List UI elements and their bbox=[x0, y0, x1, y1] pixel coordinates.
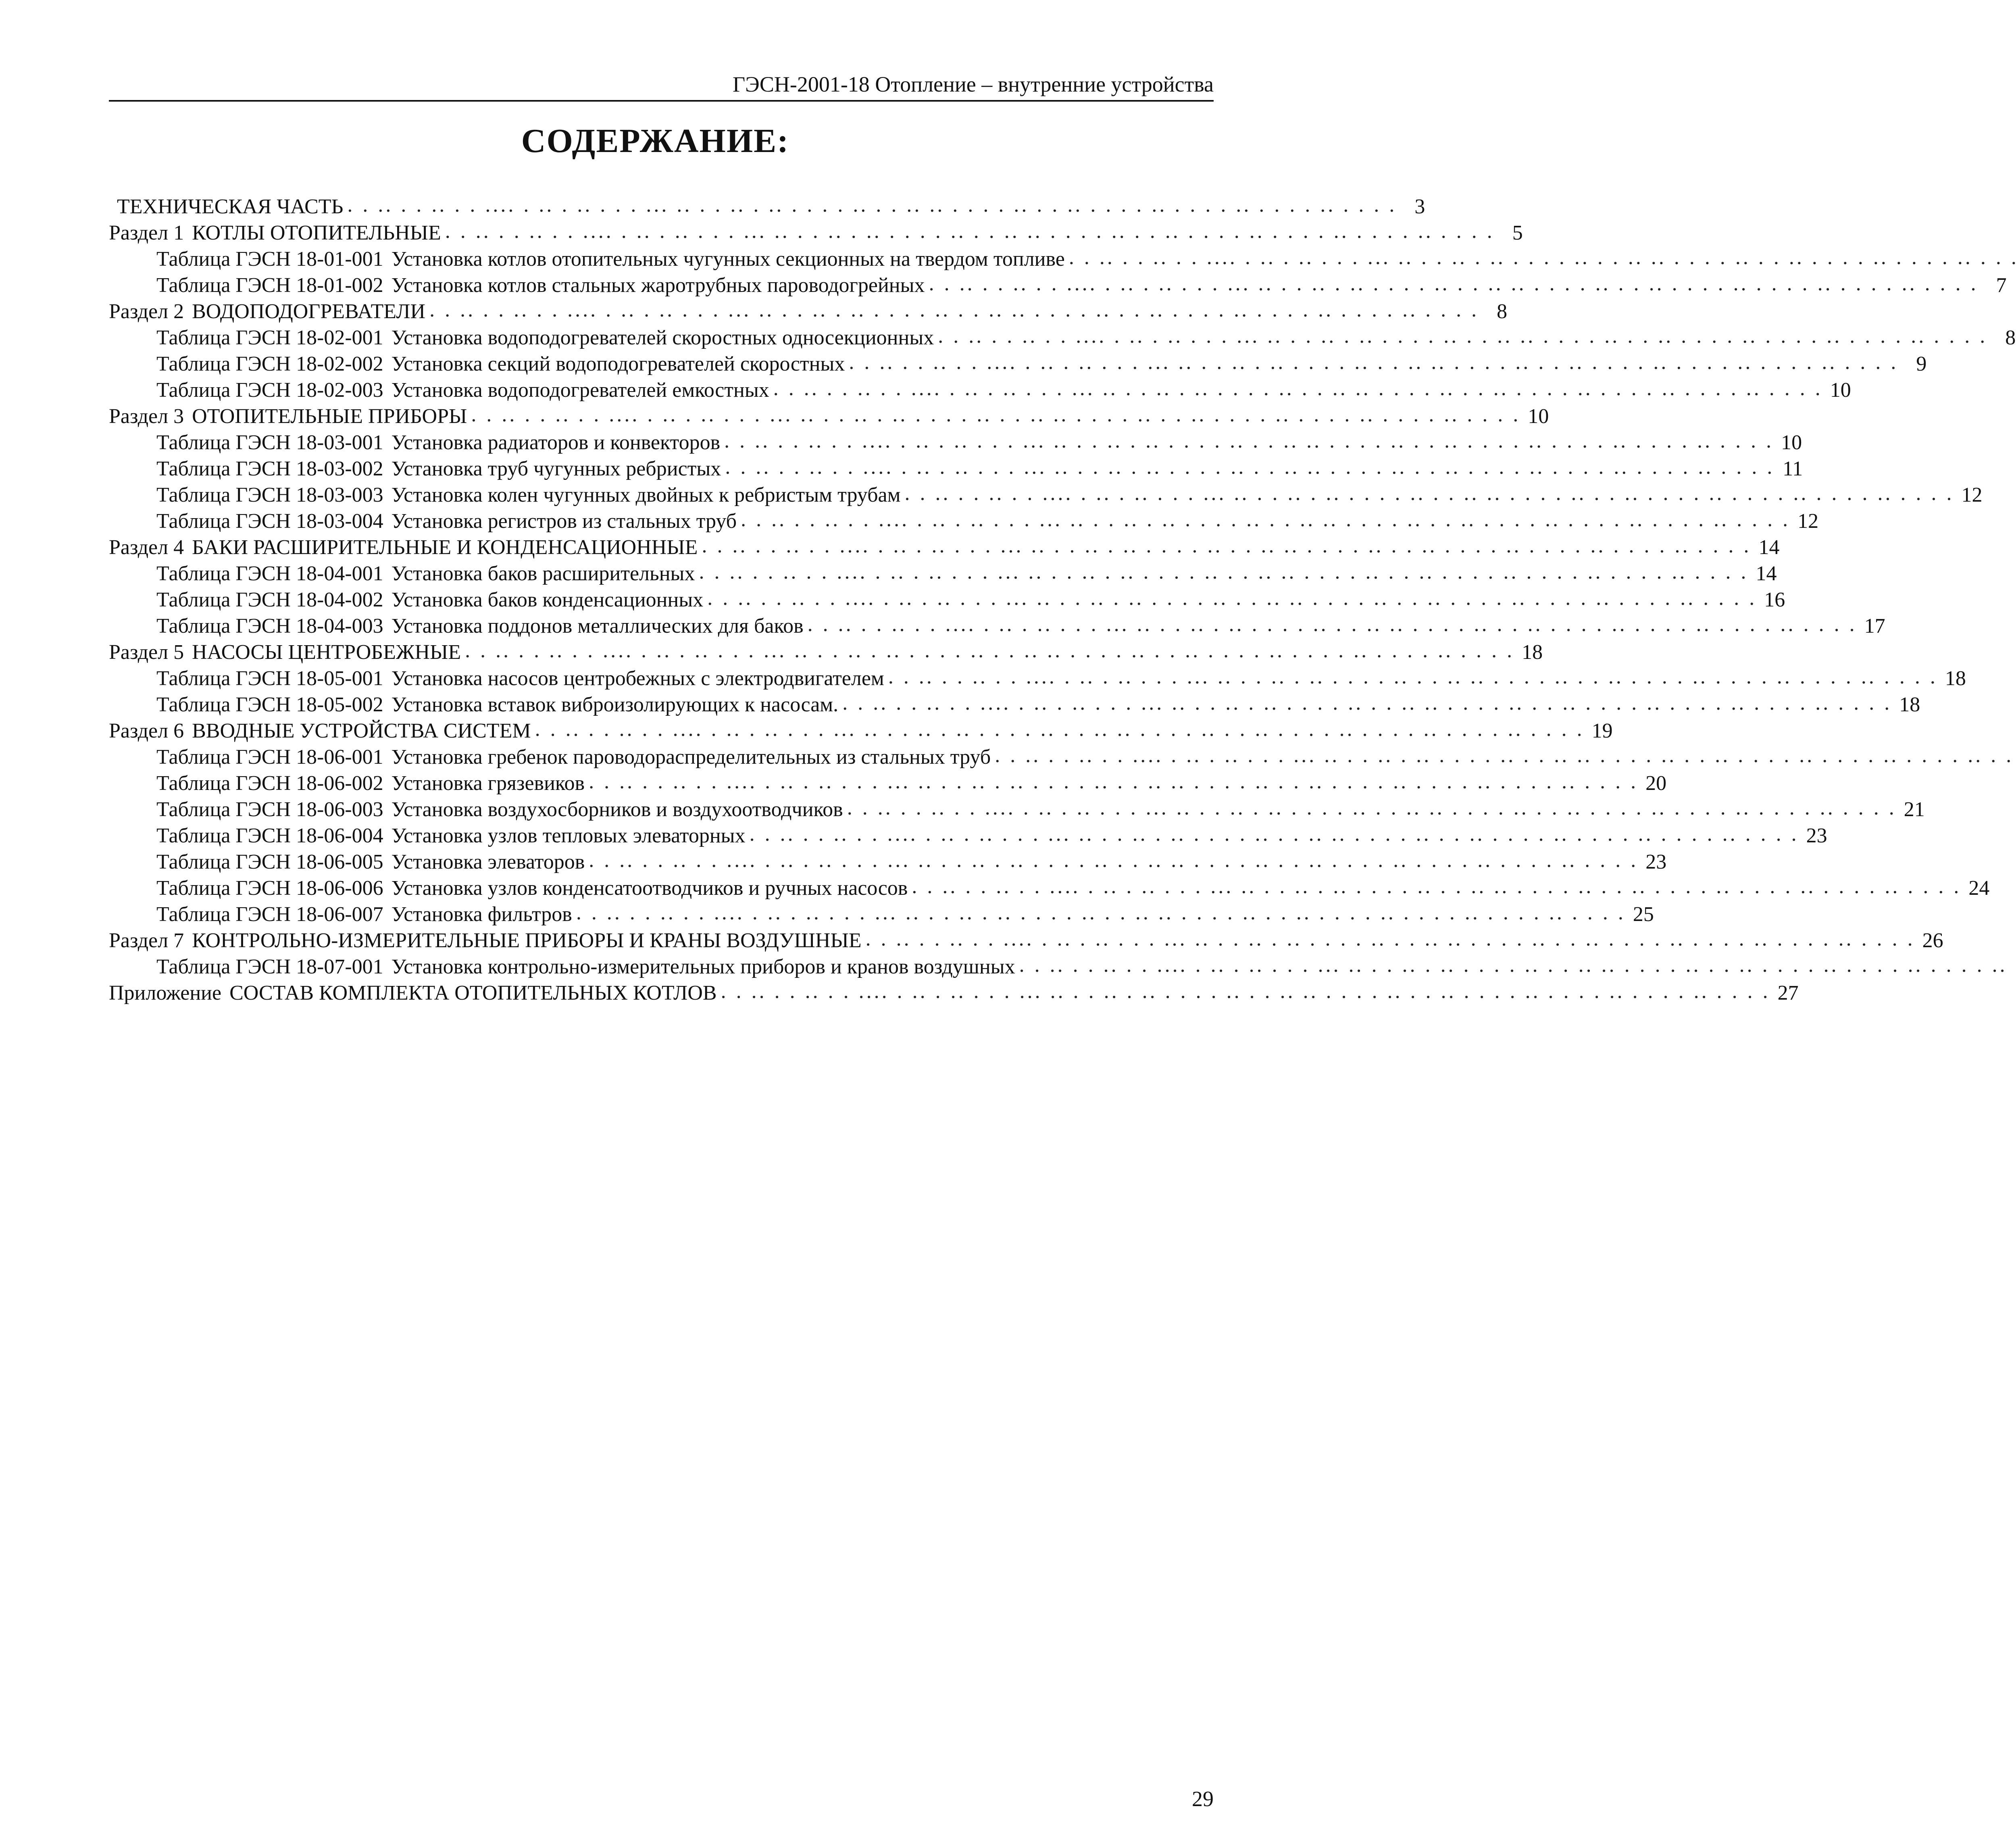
toc-entry-table-18-06-004[interactable] bbox=[109, 823, 1827, 849]
toc-entry-prefix: Таблица ГЭСН 18-06-005 bbox=[156, 850, 383, 873]
toc-entry-table-18-06-007[interactable] bbox=[109, 901, 1654, 927]
toc-entry-prefix: Таблица ГЭСН 18-03-003 bbox=[156, 483, 383, 506]
leader-dots bbox=[929, 271, 1979, 297]
toc-entry-title: НАСОСЫ ЦЕНТРОБЕЖНЫЕ bbox=[192, 641, 461, 664]
leader-dots bbox=[741, 506, 1790, 533]
toc-entry-prefix: Таблица ГЭСН 18-06-003 bbox=[156, 798, 383, 821]
toc-entry-prefix: Раздел 6 bbox=[109, 719, 184, 742]
toc-entry-table-18-01-001[interactable] bbox=[109, 246, 1214, 272]
leader-dots bbox=[912, 873, 1961, 900]
toc-entry-title: Установка баков расширительных bbox=[391, 562, 695, 585]
toc-entry-title: Установка баков конденсационных bbox=[391, 588, 704, 611]
toc-entry-page: 7 bbox=[1996, 274, 2007, 297]
toc-entry-prefix: Таблица ГЭСН 18-03-001 bbox=[156, 431, 383, 454]
toc-entry-page: 21 bbox=[1904, 798, 1925, 821]
toc-entry-title: Установка поддонов металлических для баков bbox=[391, 615, 804, 638]
toc-entry-title: Установка котлов стальных жаротрубных пароводогрейных bbox=[391, 274, 925, 297]
toc-entry-page: 26 bbox=[1922, 929, 1943, 952]
toc-entry-prefix: Таблица ГЭСН 18-07-001 bbox=[156, 955, 383, 978]
toc-entry-section-5[interactable] bbox=[109, 639, 1543, 665]
toc-entry-prefix: Таблица ГЭСН 18-02-002 bbox=[156, 352, 383, 375]
toc-entry-table-18-04-001[interactable] bbox=[109, 561, 1777, 587]
leader-dots bbox=[535, 716, 1585, 742]
leader-dots bbox=[465, 638, 1514, 664]
toc-entry-table-18-03-002[interactable] bbox=[109, 456, 1803, 482]
toc-entry-title: ВОДОПОДОГРЕВАТЕЛИ bbox=[192, 300, 426, 323]
leader-dots bbox=[849, 349, 1898, 375]
leader-dots bbox=[725, 454, 1774, 480]
toc-entry-table-18-03-004[interactable] bbox=[109, 508, 1819, 534]
leader-dots bbox=[702, 533, 1751, 559]
table-of-contents bbox=[109, 194, 2016, 1006]
toc-entry-page: 14 bbox=[1758, 536, 1780, 559]
toc-entry-prefix: Таблица ГЭСН 18-04-002 bbox=[156, 588, 383, 611]
toc-entry-title: ТЕХНИЧЕСКАЯ ЧАСТЬ bbox=[117, 195, 344, 218]
toc-entry-title: КОТЛЫ ОТОПИТЕЛЬНЫЕ bbox=[192, 221, 441, 244]
leader-dots bbox=[445, 218, 1495, 244]
leader-dots bbox=[347, 192, 1397, 218]
toc-entry-title: Установка котлов отопительных чугунных секционных на твердом топливе bbox=[391, 248, 1065, 271]
toc-entry-page: 12 bbox=[1961, 483, 1983, 506]
toc-entry-table-18-07-001[interactable] bbox=[109, 954, 1214, 980]
toc-entry-title: ОТОПИТЕЛЬНЫЕ ПРИБОРЫ bbox=[192, 405, 467, 428]
toc-entry-technical-part[interactable] bbox=[109, 194, 1425, 220]
toc-entry-prefix: Таблица ГЭСН 18-04-001 bbox=[156, 562, 383, 585]
toc-entry-table-18-02-001[interactable] bbox=[109, 325, 2016, 351]
toc-entry-table-18-02-002[interactable] bbox=[109, 351, 1927, 377]
toc-entry-title: Установка фильтров bbox=[391, 903, 572, 926]
leader-dots bbox=[1069, 244, 2016, 271]
toc-entry-section-4[interactable] bbox=[109, 534, 1780, 561]
toc-entry-prefix: Раздел 3 bbox=[109, 405, 184, 428]
toc-entry-prefix: Раздел 2 bbox=[109, 300, 184, 323]
toc-entry-page: 23 bbox=[1645, 850, 1667, 873]
leader-dots bbox=[866, 926, 1915, 952]
toc-entry-table-18-06-002[interactable] bbox=[109, 770, 1667, 796]
toc-entry-page: 11 bbox=[1783, 457, 1803, 480]
toc-entry-prefix: Приложение bbox=[109, 981, 222, 1004]
leader-dots bbox=[995, 742, 2016, 769]
toc-entry-page: 8 bbox=[2005, 326, 2016, 349]
toc-entry-title: Установка узлов тепловых элеваторных bbox=[391, 824, 746, 847]
toc-entry-section-1[interactable] bbox=[109, 220, 1523, 246]
toc-entry-table-18-03-001[interactable] bbox=[109, 429, 1802, 456]
toc-entry-page: 10 bbox=[1830, 379, 1851, 402]
leader-dots bbox=[589, 769, 1638, 795]
toc-entry-title: Установка водоподогревателей скоростных односекционных bbox=[391, 326, 934, 349]
toc-entry-title: Установка узлов конденсатоотводчиков и ручных насосов bbox=[391, 877, 908, 900]
toc-entry-title: Установка насосов центробежных с электродвигателем bbox=[391, 667, 884, 690]
toc-entry-title: КОНТРОЛЬНО-ИЗМЕРИТЕЛЬНЫЕ ПРИБОРЫ И КРАНЫ ВОЗДУШНЫЕ bbox=[192, 929, 862, 952]
toc-entry-page: 3 bbox=[1414, 195, 1425, 218]
leader-dots bbox=[808, 611, 1857, 638]
toc-entry-prefix: Таблица ГЭСН 18-03-004 bbox=[156, 510, 383, 533]
toc-entry-title: Установка труб чугунных ребристых bbox=[391, 457, 721, 480]
toc-entry-prefix: Таблица ГЭСН 18-04-003 bbox=[156, 615, 383, 638]
toc-entry-prefix: Таблица ГЭСН 18-02-001 bbox=[156, 326, 383, 349]
leader-dots bbox=[888, 664, 1938, 690]
leader-dots bbox=[938, 323, 1987, 349]
toc-entry-table-18-02-003[interactable] bbox=[109, 377, 1851, 403]
toc-entry-table-18-05-001[interactable] bbox=[109, 665, 1966, 692]
toc-entry-prefix: Раздел 5 bbox=[109, 641, 184, 664]
toc-entry-page: 27 bbox=[1777, 981, 1799, 1004]
toc-entry-prefix: Таблица ГЭСН 18-06-002 bbox=[156, 772, 383, 795]
toc-entry-page: 20 bbox=[1645, 772, 1667, 795]
toc-entry-page: 10 bbox=[1781, 431, 1802, 454]
toc-entry-prefix: Таблица ГЭСН 18-06-001 bbox=[156, 746, 383, 769]
toc-entry-page: 16 bbox=[1764, 588, 1785, 611]
toc-entry-section-7[interactable] bbox=[109, 927, 1943, 954]
leader-dots bbox=[847, 795, 1897, 821]
toc-entry-page: 23 bbox=[1806, 824, 1827, 847]
toc-entry-prefix: Таблица ГЭСН 18-06-007 bbox=[156, 903, 383, 926]
leader-dots bbox=[724, 428, 1774, 454]
toc-entry-title: Установка колен чугунных двойных к ребристым трубам bbox=[391, 483, 901, 506]
toc-entry-prefix: Таблица ГЭСН 18-05-002 bbox=[156, 693, 383, 716]
leader-dots bbox=[905, 480, 1954, 506]
toc-entry-section-2[interactable] bbox=[109, 298, 1508, 325]
leader-dots bbox=[1019, 952, 2016, 978]
toc-entry-title: ВВОДНЫЕ УСТРОЙСТВА СИСТЕМ bbox=[192, 719, 531, 742]
toc-entry-prefix: Раздел 7 bbox=[109, 929, 184, 952]
toc-entry-section-3[interactable] bbox=[109, 403, 1549, 429]
toc-entry-table-18-06-003[interactable] bbox=[109, 796, 1925, 823]
toc-entry-page: 18 bbox=[1522, 641, 1543, 664]
toc-entry-appendix[interactable] bbox=[109, 980, 1799, 1006]
toc-entry-title: Установка водоподогревателей емкостных bbox=[391, 379, 769, 402]
toc-entry-page: 17 bbox=[1864, 615, 1885, 638]
toc-entry-title: Установка воздухосборников и воздухоотводчиков bbox=[391, 798, 843, 821]
toc-entry-table-18-04-003[interactable] bbox=[109, 613, 1885, 639]
toc-entry-page: 18 bbox=[1899, 693, 1920, 716]
toc-entry-title: Установка секций водоподогревателей скоростных bbox=[391, 352, 845, 375]
toc-entry-table-18-04-002[interactable] bbox=[109, 587, 1785, 613]
page-title: СОДЕРЖАНИЕ: bbox=[521, 122, 789, 160]
toc-entry-page: 12 bbox=[1797, 510, 1819, 533]
toc-entry-title: Установка вставок виброизолирующих к насосам. bbox=[391, 693, 839, 716]
toc-entry-page: 19 bbox=[1591, 719, 1613, 742]
toc-entry-page: 14 bbox=[1756, 562, 1777, 585]
toc-entry-prefix: Таблица ГЭСН 18-06-004 bbox=[156, 824, 383, 847]
toc-entry-table-18-06-006[interactable] bbox=[109, 875, 1990, 901]
leader-dots bbox=[471, 402, 1520, 428]
toc-entry-page: 8 bbox=[1497, 300, 1508, 323]
toc-entry-title: Установка гребенок пароводораспределительных из стальных труб bbox=[391, 746, 991, 769]
toc-entry-prefix: Раздел 1 bbox=[109, 221, 184, 244]
leader-dots bbox=[707, 585, 1757, 611]
toc-entry-table-18-06-005[interactable] bbox=[109, 849, 1667, 875]
toc-entry-prefix: Раздел 4 bbox=[109, 536, 184, 559]
toc-entry-title: БАКИ РАСШИРИТЕЛЬНЫЕ И КОНДЕНСАЦИОННЫЕ bbox=[192, 536, 698, 559]
leader-dots bbox=[589, 847, 1638, 873]
toc-entry-page: 5 bbox=[1512, 221, 1523, 244]
toc-entry-section-6[interactable] bbox=[109, 718, 1613, 744]
leader-dots bbox=[721, 978, 1770, 1004]
toc-entry-table-18-06-001[interactable] bbox=[109, 744, 1214, 770]
toc-entry-title: СОСТАВ КОМПЛЕКТА ОТОПИТЕЛЬНЫХ КОТЛОВ bbox=[229, 981, 717, 1004]
toc-entry-prefix: Таблица ГЭСН 18-05-001 bbox=[156, 667, 383, 690]
toc-entry-table-18-03-003[interactable] bbox=[109, 482, 1983, 508]
toc-entry-table-18-05-002[interactable] bbox=[109, 692, 1920, 718]
running-header: ГЭСН-2001-18 Отопление – внутренние устройства bbox=[109, 71, 1214, 102]
toc-entry-page: 18 bbox=[1945, 667, 1966, 690]
toc-entry-page: 10 bbox=[1528, 405, 1549, 428]
page-number: 29 bbox=[1192, 1787, 1214, 1811]
toc-entry-page: 25 bbox=[1633, 903, 1654, 926]
leader-dots bbox=[773, 375, 1823, 402]
toc-entry-prefix: Таблица ГЭСН 18-06-006 bbox=[156, 877, 383, 900]
toc-entry-table-18-01-002[interactable] bbox=[109, 272, 2007, 298]
toc-entry-page: 9 bbox=[1916, 352, 1927, 375]
toc-entry-title: Установка радиаторов и конвекторов bbox=[391, 431, 721, 454]
toc-entry-prefix: Таблица ГЭСН 18-01-002 bbox=[156, 274, 383, 297]
toc-entry-title: Установка регистров из стальных труб bbox=[391, 510, 737, 533]
leader-dots bbox=[429, 297, 1479, 323]
toc-entry-prefix: Таблица ГЭСН 18-01-001 bbox=[156, 248, 383, 271]
toc-entry-title: Установка элеваторов bbox=[391, 850, 585, 873]
toc-entry-title: Установка контрольно-измерительных приборов и кранов воздушных bbox=[391, 955, 1015, 978]
leader-dots bbox=[842, 690, 1892, 716]
leader-dots bbox=[576, 900, 1626, 926]
toc-entry-page: 24 bbox=[1968, 877, 1990, 900]
toc-entry-title: Установка грязевиков bbox=[391, 772, 585, 795]
leader-dots bbox=[750, 821, 1799, 847]
toc-entry-prefix: Таблица ГЭСН 18-03-002 bbox=[156, 457, 383, 480]
leader-dots bbox=[699, 559, 1749, 585]
toc-entry-prefix: Таблица ГЭСН 18-02-003 bbox=[156, 379, 383, 402]
